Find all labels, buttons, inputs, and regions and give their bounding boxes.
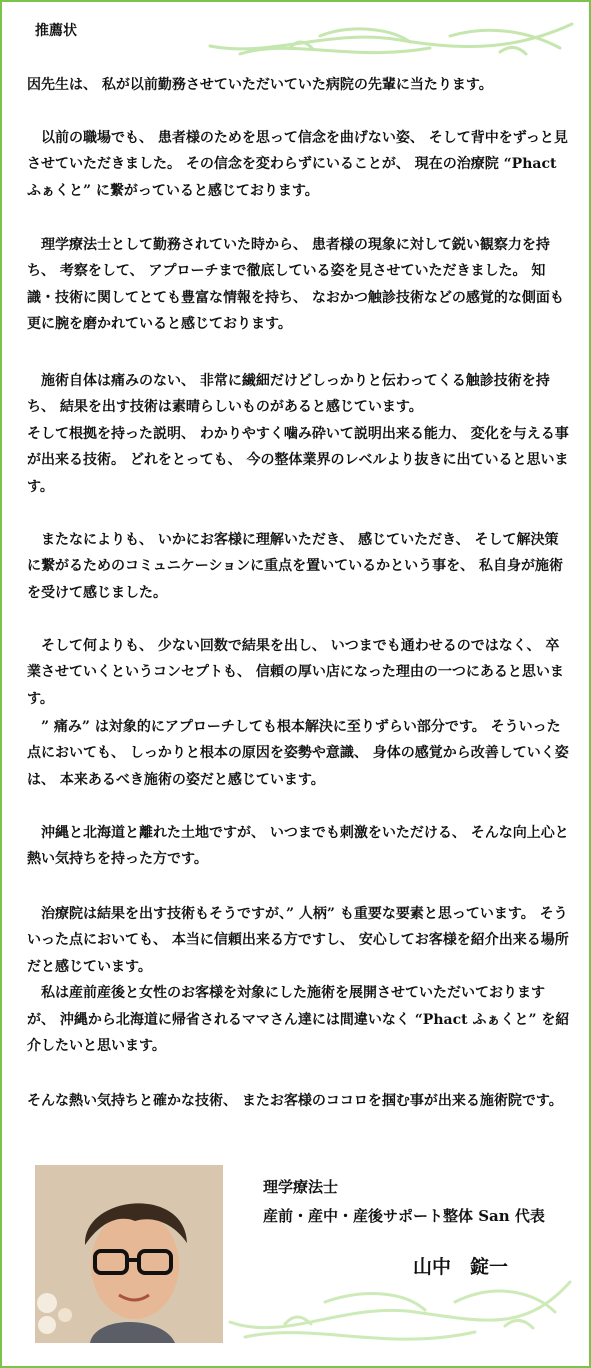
paragraph-4: 施術自体は痛みのない、 非常に繊細だけどしっかりと伝わってくる触診技術を持ち、 結果を出す技術は素晴らしいものがあると感じています。 そして根拠を持った説明、 わかりやすく噛み砕いて説明出来る能力、 変化を与える事が出来る技術。 どれをとっても、 今の整体業界のレベルより抜きに出ていると思います。 <box>27 373 569 495</box>
top-swirl-ornament <box>200 18 580 66</box>
signature-name: 山中 錠一 <box>413 1256 509 1278</box>
paragraph-6: そして何よりも、 少ない回数で結果を出し、 いつまでも通わせるのではなく、 卒業させていくというコンセプトも、 信頼の厚い店になった理由の一つにあると思います。 <box>27 638 564 707</box>
bottom-swirl-ornament <box>225 1262 575 1357</box>
paragraph-7: ” 痛み” は対象的にアプローチしても根本解決に至りずらい部分です。 そういった点においても、 しっかりと根本の原因を姿勢や意識、 身体の感覚から改善していく姿は、 本来あるべき施術の姿だと感じています。 <box>27 719 569 788</box>
signature-role: 理学療法士 <box>263 1178 339 1196</box>
signature-organization: 産前・産中・産後サポート整体 San 代表 <box>263 1207 545 1225</box>
document-title: 推薦状 <box>35 23 77 39</box>
paragraph-8: 沖縄と北海道と離れた土地ですが、 いつまでも刺激をいただける、 そんな向上心と熱い気持ちを持った方です。 <box>27 825 569 868</box>
paragraph-5: またなによりも、 いかにお客様に理解いただき、 感じていただき、 そして解決策に繋がるためのコミュニケーションに重点を置いているかという事を、 私自身が施術を受けて感じました。 <box>27 532 564 601</box>
paragraph-3: 理学療法士として勤務されていた時から、 患者様の現象に対して鋭い観察力を持ち、 考察をして、 アプローチまで徹底している姿を見させていただきました。 知識・技術に関してとても豊富な情報を持ち、 なおかつ触診技術などの感覚的な側面も更に腕を磨かれていると感じております。 <box>27 237 564 333</box>
paragraph-10: そんな熱い気持ちと確かな技術、 またお客様のココロを掴む事が出来る施術院です。 <box>27 1093 563 1109</box>
paragraph-1: 因先生は、 私が以前勤務させていただいていた病院の先輩に当たります。 <box>27 77 493 93</box>
author-photo <box>35 1165 223 1343</box>
paragraph-2: 以前の職場でも、 患者様のためを思って信念を曲げない姿、 そして背中をずっと見させていただきました。 その信念を変わらずにいることが、 現在の治療院 “Phact ふぁくと” に繋がっていると感じております。 <box>27 130 568 199</box>
paragraph-9: 治療院は結果を出す技術もそうですが、” 人柄” も重要な要素と思っています。 そういった点においても、 本当に信頼出来る方ですし、 安心してお客様を紹介出来る場所だと感じています。 私は産前産後と女性のお客様を対象にした施術を展開させていただいておりますが、 沖縄から北海道に帰省されるママさん達には間違いなく “Phact ふぁくと” を紹介したいと思います。 <box>27 906 570 1055</box>
